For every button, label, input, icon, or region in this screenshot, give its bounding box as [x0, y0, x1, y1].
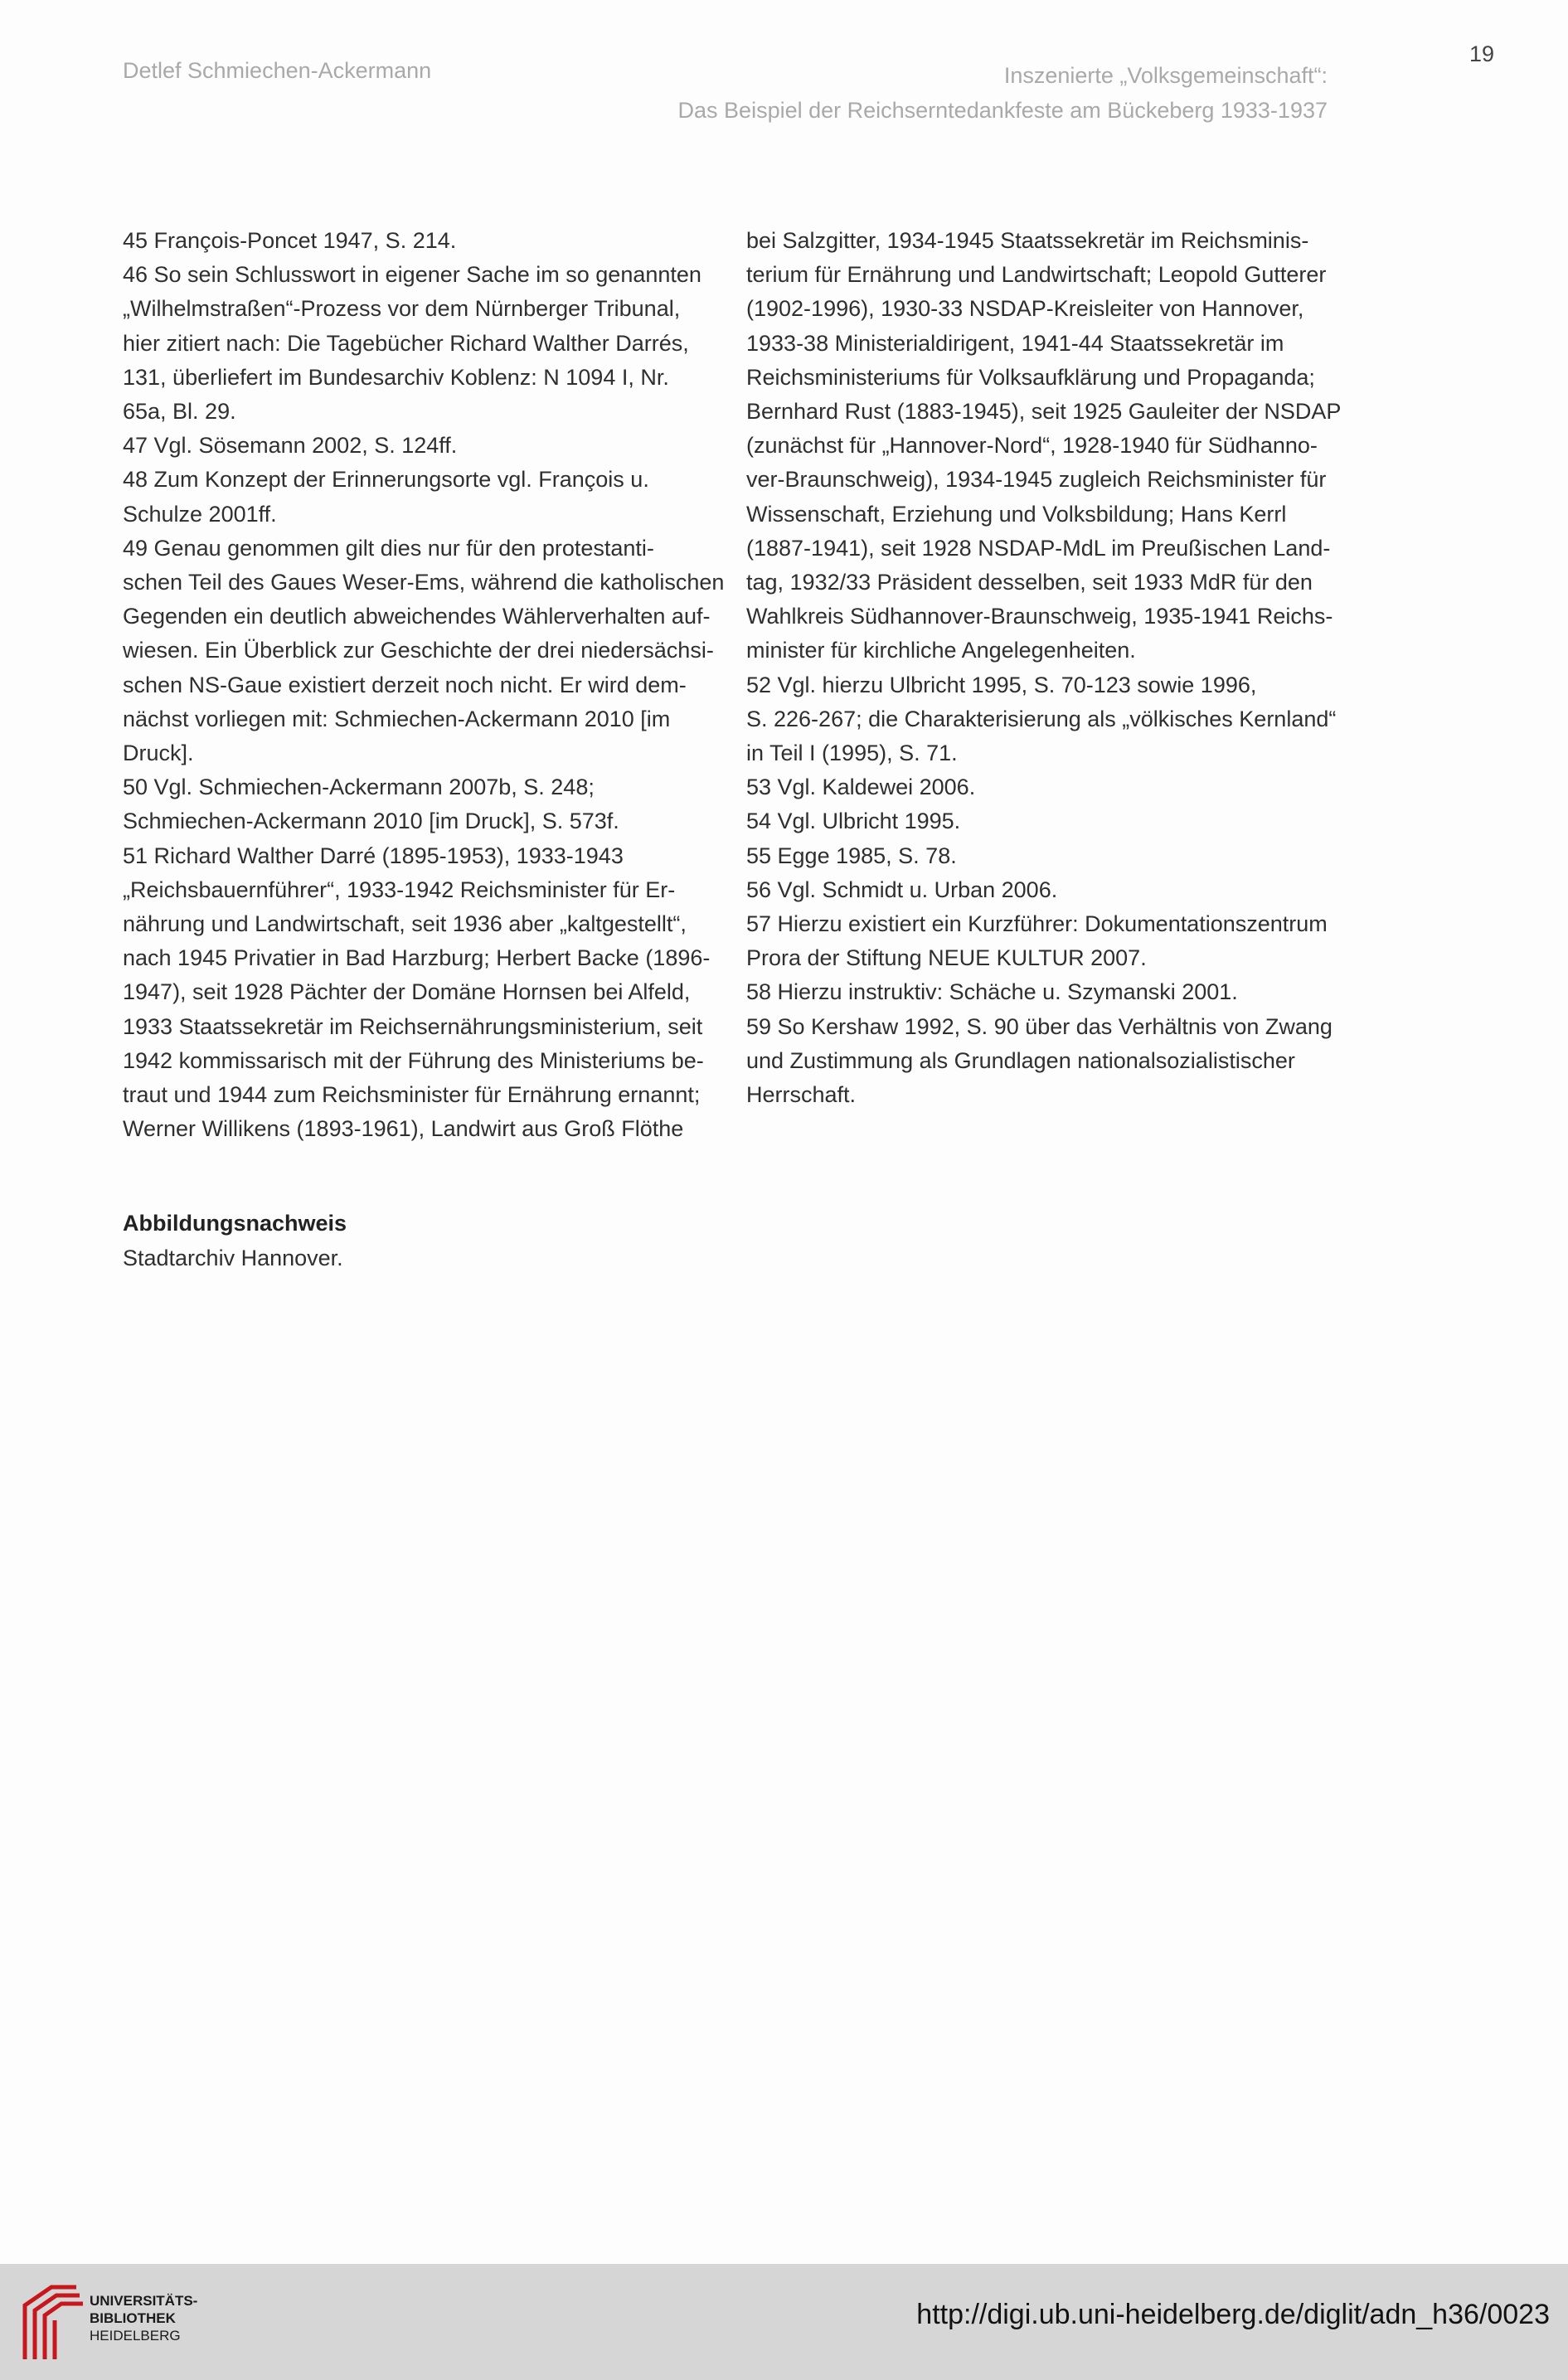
footnote-line: Gegenden ein deutlich abweichendes Wählerverhalten auf-: [123, 604, 711, 629]
footnote-line: 51 Richard Walther Darré (1895-1953), 1933-1943: [123, 843, 624, 868]
footnote-line: Druck].: [123, 741, 194, 766]
footnote-line: in Teil I (1995), S. 71.: [746, 741, 958, 766]
library-name: [90, 2292, 197, 2344]
footnote-line: 1947), seit 1928 Pächter der Domäne Hornsen bei Alfeld,: [123, 979, 691, 1005]
footnote-line: schen Teil des Gaues Weser-Ems, während die katholischen: [123, 570, 725, 595]
footnotes-right-column: [746, 224, 1342, 1112]
running-header-title-line-1: Inszenierte „Volksgemeinschaft“:: [1003, 63, 1328, 88]
footnotes-left-column: [123, 224, 725, 1146]
footnote-line: terium für Ernährung und Landwirtschaft; Leopold Gutterer: [746, 262, 1327, 288]
footnote-line: 46 So sein Schlusswort in eigener Sache im so genannten: [123, 262, 701, 288]
footnote-line: Herrschaft.: [746, 1082, 857, 1108]
image-credits-text: Stadtarchiv Hannover.: [123, 1246, 343, 1270]
footnote-line: (1887-1941), seit 1928 NSDAP-MdL im Preußischen Land-: [746, 535, 1331, 561]
library-name-line-3: HEIDELBERG: [90, 2328, 181, 2344]
footnote-line: S. 226-267; die Charakterisierung als „völkisches Kernland“: [746, 706, 1337, 731]
ub-heidelberg-logo-icon: [18, 2280, 86, 2363]
footnote-line: tag, 1932/33 Präsident desselben, seit 1933 MdR für den: [746, 570, 1313, 595]
running-header-author: Detlef Schmiechen-Ackermann: [123, 58, 432, 83]
running-header-title: [678, 58, 1328, 128]
footnote-line: minister für kirchliche Angelegenheiten.: [746, 638, 1136, 663]
footnote-line: 1933-38 Ministerialdirigent, 1941-44 Staatssekretär im: [746, 330, 1284, 356]
footnote-line: 55 Egge 1985, S. 78.: [746, 843, 957, 868]
footnote-line: 58 Hierzu instruktiv: Schäche u. Szymanski 2001.: [746, 979, 1238, 1005]
footnote-line: Schmiechen-Ackermann 2010 [im Druck], S. 573f.: [123, 809, 619, 834]
footnote-line: nährung und Landwirtschaft, seit 1936 aber „kaltgestellt“,: [123, 911, 687, 937]
page-number: 19: [1469, 41, 1495, 66]
footnote-line: und Zustimmung als Grundlagen nationalsozialistischer: [746, 1047, 1295, 1073]
footnote-line: hier zitiert nach: Die Tagebücher Richard Walther Darrés,: [123, 330, 689, 356]
footnote-line: „Reichsbauernführer“, 1933-1942 Reichsminister für Er-: [123, 877, 676, 902]
footnote-line: (zunächst für „Hannover-Nord“, 1928-1940 für Südhanno-: [746, 433, 1318, 459]
digitization-footer: [0, 2264, 1568, 2380]
footnote-line: Wahlkreis Südhannover-Braunschweig, 1935-1941 Reichs-: [746, 604, 1333, 629]
footnote-line: 52 Vgl. hierzu Ulbricht 1995, S. 70-123 sowie 1996,: [746, 672, 1257, 697]
footnote-line: traut und 1944 zum Reichsminister für Ernährung ernannt;: [123, 1082, 701, 1108]
footnote-line: 59 So Kershaw 1992, S. 90 über das Verhältnis von Zwang: [746, 1013, 1333, 1039]
footnote-line: nächst vorliegen mit: Schmiechen-Ackermann 2010 [im: [123, 706, 671, 731]
permalink-url[interactable]: http://digi.ub.uni-heidelberg.de/diglit/adn_h36/0023: [916, 2299, 1550, 2330]
footnote-line: 57 Hierzu existiert ein Kurzführer: Dokumentationszentrum: [746, 911, 1328, 937]
footnote-line: nach 1945 Privatier in Bad Harzburg; Herbert Backe (1896-: [123, 945, 711, 971]
footnote-line: Prora der Stiftung NEUE KULTUR 2007.: [746, 945, 1147, 971]
footnote-line: 50 Vgl. Schmiechen-Ackermann 2007b, S. 248;: [123, 775, 595, 800]
footnote-line: 54 Vgl. Ulbricht 1995.: [746, 809, 961, 834]
footnote-line: 65a, Bl. 29.: [123, 399, 236, 425]
library-name-line-2: BIBLIOTHEK: [90, 2310, 176, 2326]
footnote-line: 53 Vgl. Kaldewei 2006.: [746, 775, 976, 800]
footnote-line: 45 François-Poncet 1947, S. 214.: [123, 228, 457, 253]
image-credits-heading: Abbildungsnachweis: [123, 1211, 347, 1236]
footnote-line: bei Salzgitter, 1934-1945 Staatssekretär im Reichsminis-: [746, 228, 1309, 253]
footnote-line: 56 Vgl. Schmidt u. Urban 2006.: [746, 877, 1058, 902]
footnote-line: 48 Zum Konzept der Erinnerungsorte vgl. François u.: [123, 467, 649, 493]
footnote-line: (1902-1996), 1930-33 NSDAP-Kreisleiter von Hannover,: [746, 296, 1304, 322]
footnote-line: 47 Vgl. Sösemann 2002, S. 124ff.: [123, 433, 458, 459]
footnote-line: 49 Genau genommen gilt dies nur für den protestanti-: [123, 535, 654, 561]
footnote-line: schen NS-Gaue existiert derzeit noch nicht. Er wird dem-: [123, 672, 687, 697]
footnote-line: „Wilhelmstraßen“-Prozess vor dem Nürnberger Tribunal,: [123, 296, 681, 322]
footnote-line: 1933 Staatssekretär im Reichsernährungsministerium, seit: [123, 1013, 703, 1039]
footnote-line: Schulze 2001ff.: [123, 501, 277, 527]
footnote-line: Werner Willikens (1893-1961), Landwirt aus Groß Flöthe: [123, 1116, 684, 1142]
footnote-line: wiesen. Ein Überblick zur Geschichte der drei niedersächsi-: [123, 638, 714, 663]
footnote-line: 131, überliefert im Bundesarchiv Koblenz: N 1094 I, Nr.: [123, 364, 669, 390]
footnote-line: Reichsministeriums für Volksaufklärung und Propaganda;: [746, 364, 1315, 390]
running-header-title-line-2: Das Beispiel der Reichserntedankfeste am Bückeberg 1933-1937: [677, 98, 1328, 123]
footnote-line: Bernhard Rust (1883-1945), seit 1925 Gauleiter der NSDAP: [746, 399, 1342, 425]
footnote-line: 1942 kommissarisch mit der Führung des Ministeriums be-: [123, 1047, 704, 1073]
library-name-line-1: UNIVERSITÄTS-: [90, 2293, 198, 2309]
footnote-line: Wissenschaft, Erziehung und Volksbildung; Hans Kerrl: [746, 501, 1287, 527]
footnote-line: ver-Braunschweig), 1934-1945 zugleich Reichsminister für: [746, 467, 1327, 493]
